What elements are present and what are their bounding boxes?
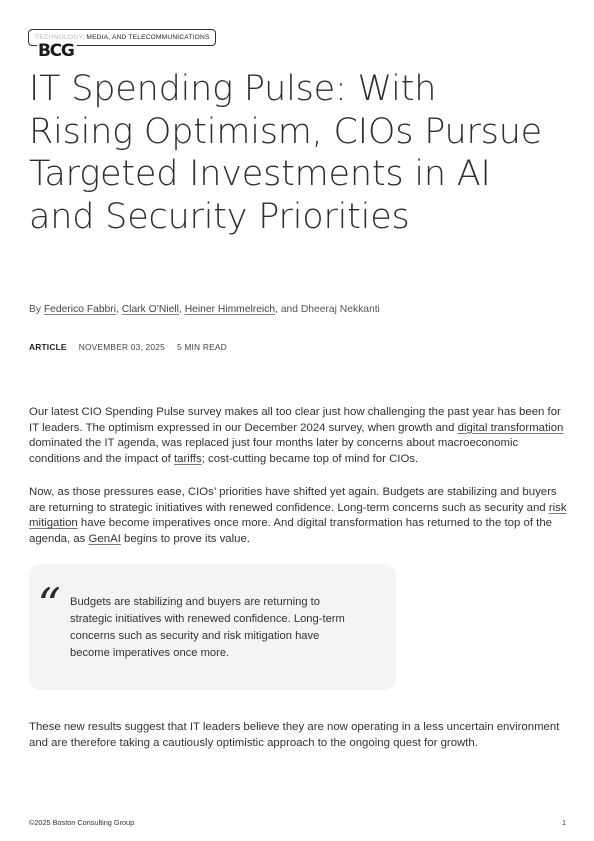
category-tag-muted: TECHNOLOGY, — [35, 34, 85, 41]
paragraph-text: ; cost-cutting became top of mind for CIOs. — [201, 452, 419, 465]
byline-separator: , — [178, 304, 185, 315]
quote-mark-icon: “ — [37, 578, 61, 632]
author-link-fabbri[interactable]: Federico Fabbri — [43, 304, 116, 315]
byline-last-separator: , and — [275, 304, 301, 315]
link-digital-transformation[interactable]: digital transformation — [457, 421, 564, 434]
page-title: IT Spending Pulse: With Rising Optimism, CIOs Pursue Targeted Investments in AI and Security Priorities — [29, 69, 543, 237]
byline — [29, 304, 380, 315]
article-type: ARTICLE — [29, 342, 67, 352]
article-date: NOVEMBER 03, 2025 — [78, 342, 165, 352]
paragraph-text: begins to prove its value. — [120, 532, 251, 545]
paragraph-priorities — [29, 485, 571, 547]
paragraph-text: dominated the IT agenda, was replaced just four months later by concerns about macroeconomic conditions and the impact of — [29, 437, 519, 465]
pull-quote-text: Budgets are stabilizing and buyers are returning to strategic initiatives with renewed confidence. Long-term concerns such as security and risk mitigation have become imperatives once more. — [70, 596, 345, 659]
byline-separator: , — [116, 304, 122, 315]
category-tag-label: MEDIA, AND TELECOMMUNICATIONS — [84, 34, 210, 41]
footer-copyright: ©2025 Boston Consulting Group — [29, 818, 135, 827]
page-number: 1 — [562, 818, 567, 827]
author-nekkanti: Dheeraj Nekkanti — [300, 304, 380, 315]
bcg-logo: BCG — [37, 41, 77, 61]
link-risk-mitigation[interactable]: risk mitigation — [29, 501, 567, 529]
byline-prefix: By — [29, 304, 44, 315]
link-genai[interactable]: GenAI — [88, 532, 121, 545]
paragraph-text: Our latest CIO Spending Pulse survey makes all too clear just how challenging the past year has been for IT leaders. The optimism expressed in our December 2024 survey, when growth and — [29, 406, 561, 434]
paragraph-intro — [29, 405, 571, 467]
author-link-himmelreich[interactable]: Heiner Himmelreich — [184, 304, 276, 315]
pull-quote — [29, 564, 396, 690]
author-link-oniell[interactable]: Clark O’Niell — [121, 304, 179, 315]
article-meta — [29, 342, 227, 352]
paragraph-text: have become imperatives once more. And digital transformation has returned to the top of the agenda, as — [29, 517, 552, 545]
read-time: 5 MIN READ — [176, 342, 227, 352]
paragraph-results: These new results suggest that IT leaders believe they are now operating in a less uncertain environment and are therefore taking a cautiously optimistic approach to the ongoing quest for growth. — [29, 721, 560, 749]
paragraph-text: Now, as those pressures ease, CIOs’ priorities have shifted yet again. Budgets are stabilizing and buyers are returning to strategic initiatives with renewed confidence. Long-term concerns such as security and — [29, 486, 557, 514]
link-tariffs[interactable]: tariffs — [174, 452, 202, 465]
